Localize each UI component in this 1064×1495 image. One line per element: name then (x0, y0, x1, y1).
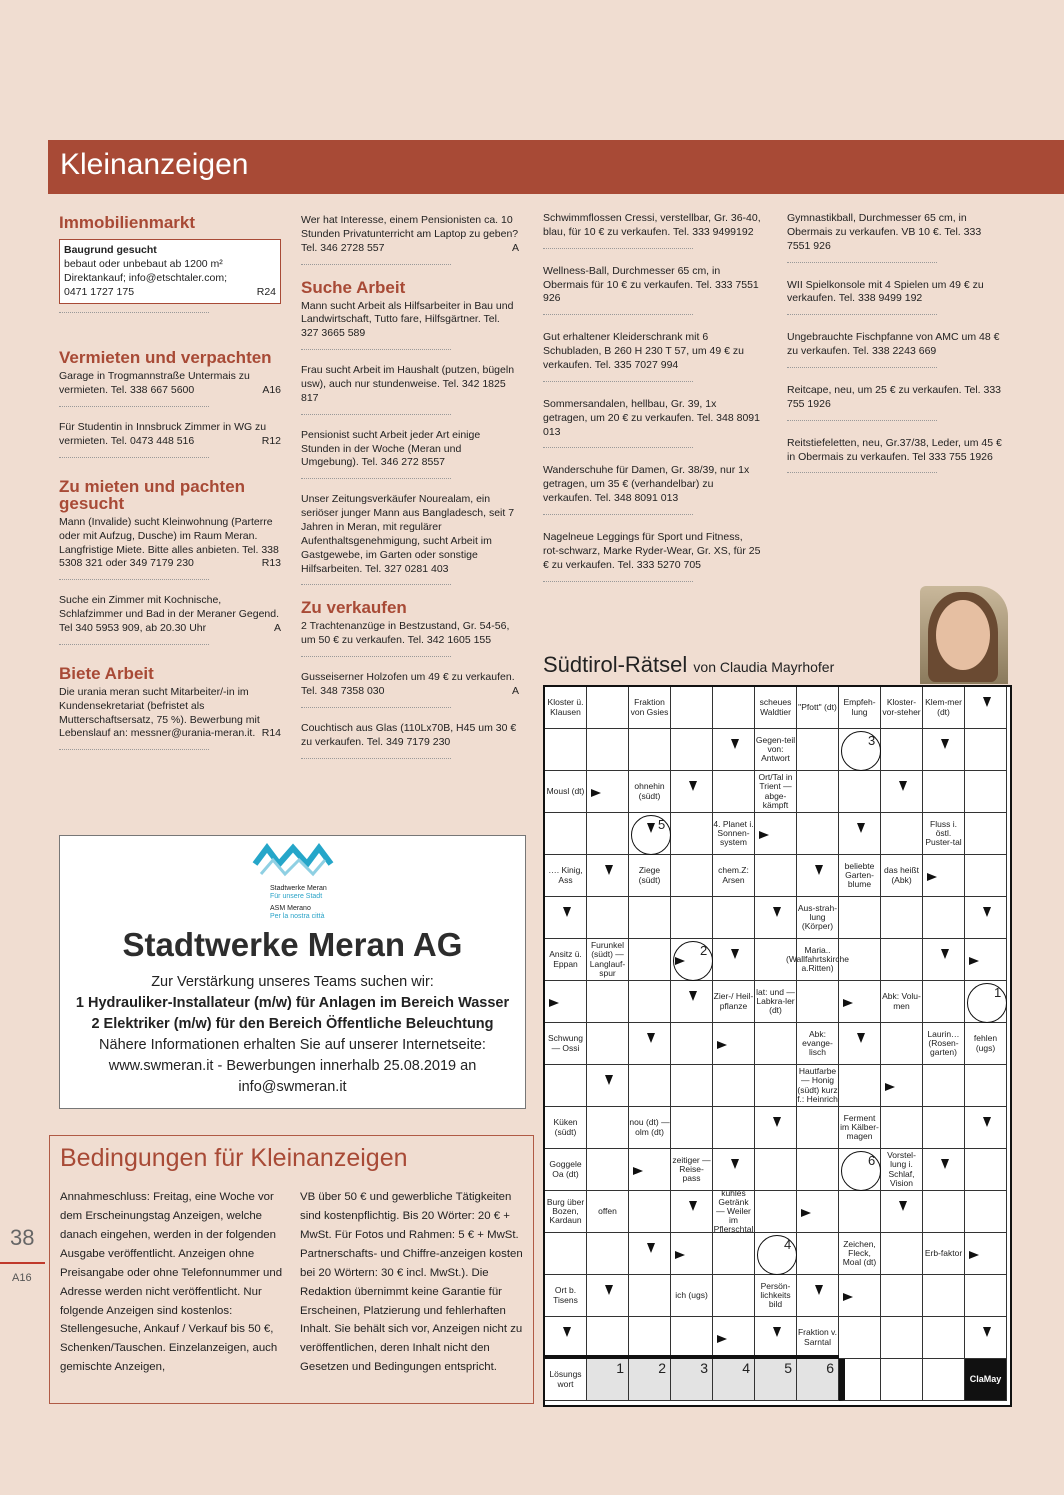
solution-cell: 6 (797, 1359, 839, 1401)
clue-cell: nou (dt) — olm (dt) (629, 1107, 671, 1149)
grid-cell (629, 1233, 671, 1275)
clue-cell: Gegen-teil von: Antwort (755, 729, 797, 771)
grid-cell (545, 729, 587, 771)
grid-cell (923, 1317, 965, 1359)
grid-cell (713, 1275, 755, 1317)
clue-cell: Ferment im Kälber-magen (839, 1107, 881, 1149)
grid-cell (671, 855, 713, 897)
grid-cell (965, 729, 1007, 771)
grid-cell (587, 729, 629, 771)
grid-cell (545, 813, 587, 855)
clue-cell: Hautfarbe — Honig (südt) kurz f.: Heinrich (797, 1065, 839, 1107)
grid-cell (881, 1359, 923, 1401)
grid-cell (671, 1023, 713, 1065)
grid-cell (965, 687, 1007, 729)
ad-text: Couchtisch aus Glas (110Lx70B, H45 um 30 € zu verkaufen. Tel. 349 7179 230 (301, 721, 517, 748)
grid-cell (755, 897, 797, 939)
grid-cell (713, 1233, 755, 1275)
grid-cell (671, 771, 713, 813)
immo-heading: Immobilienmarkt (59, 213, 196, 232)
grid-cell (797, 1233, 839, 1275)
grid-cell (923, 855, 965, 897)
clue-cell: das heißt (Abk) (881, 855, 923, 897)
clue-cell: Goggele Oa (dt) (545, 1149, 587, 1191)
clue-cell: ich (ugs) (671, 1275, 713, 1317)
clue-cell: Ort b. Tisens (545, 1275, 587, 1317)
clue-cell: Zeichen, Fleck, Moal (dt) (839, 1233, 881, 1275)
grid-cell (587, 1233, 629, 1275)
company-name: Stadtwerke Meran AG (122, 925, 463, 963)
suche-heading: Suche Arbeit (301, 277, 406, 297)
ad-text: Die urania meran sucht Mitarbeiter/-in im Kundensekretariat (befristet als Mutterschaftsersatz, 75 %). Bewerbung mit Lebenslauf an: messner@urania-meran.it. (59, 685, 260, 740)
ad-heading: Baugrund gesucht (64, 244, 157, 256)
grid-cell (923, 1359, 965, 1401)
circle-number: 1 (994, 985, 1002, 1000)
grid-cell (755, 813, 797, 855)
grid-cell (629, 1275, 671, 1317)
section-title: Kleinanzeigen (60, 148, 249, 181)
clue-cell: Ziege (südt) (629, 855, 671, 897)
clue-cell: Ansitz ü. Eppan (545, 939, 587, 981)
grid-cell (713, 1065, 755, 1107)
column-4 (787, 212, 1005, 489)
grid-cell (671, 1191, 713, 1233)
ad-text: Mann sucht Arbeit als Hilfsarbeiter in Bau und Landwirtschaft, Tutto fare, Hilfsgärtner. Tel. 327 3665 589 (301, 299, 514, 340)
conditions-right: VB über 50 € und gewerbliche Tätigkeiten sind kostenpflichtig. Bis 20 Wörter: 20 € + MwSt. Für Fotos und Rahmen: 5 € + MwSt. Partnerschafts- und Chiffre-anzeigen kosten bei 20 Wörtern: 30 € incl. MwSt.). Die Redaktion übernimmt keine Garantie für Erscheinen, Platzierung und fehlerhaften Inhalt. Sie behält sich vor, Anzeigen nicht zu veröffentlichen, deren Inhalt nicht den Gesetzen und Bedingungen entspricht. (300, 1191, 523, 1374)
grid-cell (797, 1191, 839, 1233)
conditions-box (49, 1135, 534, 1404)
clue-cell: Vorstel-lung i. Schlaf, Vision (881, 1149, 923, 1191)
grid-cell (881, 1065, 923, 1107)
grid-cell (755, 1191, 797, 1233)
grid-cell (923, 1191, 965, 1233)
grid-cell (839, 981, 881, 1023)
grid-cell (713, 1149, 755, 1191)
grid-cell (629, 897, 671, 939)
grid-cell (713, 1023, 755, 1065)
classified-ad (543, 531, 761, 582)
grid-cell (839, 813, 881, 855)
grid-cell (629, 1191, 671, 1233)
grid-cell (923, 1275, 965, 1317)
classified-ad (59, 421, 281, 458)
puzzle-title-text: Südtirol-Rätsel (543, 652, 688, 677)
grid-cell (839, 1359, 881, 1401)
clue-cell: Mousl (dt) (545, 771, 587, 813)
classified-ad (301, 214, 519, 265)
ad-text: Unser Zeitungsverkäufer Nourealam, ein seriöser junger Mann aus Bangladesch, seit 7 Jahren in Meran, mit regulärer Aufenthaltsgenehmigung, sucht Arbeit im Gastgewebe, im Garten oder sonstige Hilfsarbeiten. Tel. 327 0281 403 (301, 493, 515, 575)
clue-cell: Abk: Volu-men (881, 981, 923, 1023)
grid-cell (797, 729, 839, 771)
ad-line: 2 Elektriker (m/w) für den Bereich Öffentliche Beleuchtung (91, 1015, 494, 1032)
grid-cell (545, 1065, 587, 1107)
grid-cell (923, 1107, 965, 1149)
grid-cell (839, 1065, 881, 1107)
grid-cell (881, 771, 923, 813)
classified-ad (301, 364, 519, 415)
ad-text: WII Spielkonsole mit 4 Spielen um 49 € zu verkaufen. Tel. 338 9499 192 (787, 278, 984, 305)
grid-cell (881, 1275, 923, 1317)
solution-cell: 3 (671, 1359, 713, 1401)
grid-cell (839, 939, 881, 981)
ad-code: A (511, 685, 519, 698)
page-code: A16 (12, 1272, 32, 1284)
grid-cell (671, 981, 713, 1023)
clue-cell: Ort/Tal in Trient — abge-kämpft (755, 771, 797, 813)
ad-text: Frau sucht Arbeit im Haushalt (putzen, bügeln usw), auch nur stundenweise. Tel. 342 1825 817 (301, 364, 515, 404)
ad-text: Wellness-Ball, Durchmesser 65 cm, in Obermais für 10 € zu verkaufen. Tel. 333 7551 926 (543, 264, 759, 305)
clue-cell: Persön-lichkeits bild (755, 1275, 797, 1317)
grid-cell (965, 1191, 1007, 1233)
grid-cell (923, 939, 965, 981)
conditions-title: Bedingungen für Kleinanzeigen (60, 1144, 408, 1172)
grid-cell (965, 1275, 1007, 1317)
grid-cell (839, 1191, 881, 1233)
grid-cell (587, 1317, 629, 1359)
grid-cell (629, 939, 671, 981)
clue-cell: Aus-strah-lung (Körper) (797, 897, 839, 939)
grid-cell (839, 897, 881, 939)
grid-cell (587, 1023, 629, 1065)
ad-code: R13 (261, 557, 281, 570)
stadtwerke-logo-icon (253, 842, 333, 880)
clue-cell: Maria.. (Wallfahrtskirche a.Ritten) (797, 939, 839, 981)
clue-cell: Fraktion v. Sarntal (797, 1317, 839, 1359)
classified-ad (301, 493, 519, 585)
clue-cell: beliebte Garten-blume (839, 855, 881, 897)
classified-ad (787, 384, 1005, 421)
grid-cell (923, 729, 965, 771)
grid-cell (713, 771, 755, 813)
clue-cell: kühles Getränk — Weiler im Pflerschtal (713, 1187, 754, 1235)
ad-line: Zur Verstärkung unseres Teams suchen wir: (151, 973, 434, 990)
grid-cell (797, 771, 839, 813)
grid-cell (923, 771, 965, 813)
puzzle-title (543, 652, 834, 678)
solution-cell: 1 (587, 1359, 629, 1401)
ad-text: Ungebrauchte Fischpfanne von AMC um 48 € zu verkaufen. Tel. 338 2243 669 (787, 331, 1000, 358)
circle-number: 4 (784, 1237, 792, 1252)
grid-cell (671, 1107, 713, 1149)
grid-cell (671, 813, 713, 855)
classified-ad (787, 279, 1005, 316)
grid-cell (671, 897, 713, 939)
grid-cell (629, 981, 671, 1023)
grid-cell (881, 1023, 923, 1065)
grid-cell (965, 1149, 1007, 1191)
grid-cell (587, 771, 629, 813)
ad-text: Sommersandalen, hellbau, Gr. 39, 1x getragen, um 20 € zu verkaufen. Tel. 348 8091 013 (543, 397, 760, 438)
clue-cell: Furunkel (südt) — Langlauf-spur (587, 939, 629, 981)
grid-cell (545, 1233, 587, 1275)
column-3 (543, 212, 761, 598)
logo-text: Stadtwerke Meran (270, 885, 327, 892)
ad-code: A (273, 622, 281, 635)
grid-cell (839, 1275, 881, 1317)
classified-ad (301, 300, 519, 351)
clue-cell: Zier-/ Heil-pflanze (713, 981, 755, 1023)
grid-cell (923, 897, 965, 939)
classified-ad (59, 370, 281, 407)
ad-text: Garage in Trogmannstraße Untermais zu vermieten. Tel. 338 667 5600 (59, 370, 250, 397)
ad-text: Für Studentin in Innsbruck Zimmer in WG zu vermieten. Tel. 0473 448 516 (59, 421, 267, 448)
clue-cell: Burg über Bozen, Kardaun (545, 1191, 587, 1233)
grid-cell (881, 939, 923, 981)
classified-ad (543, 464, 761, 515)
ad-text: Wanderschuhe für Damen, Gr. 38/39, nur 1x getragen, um 35 € (verhandelbar) zu verkaufen. Tel. 348 8091 013 (543, 464, 750, 505)
grid-cell (755, 1107, 797, 1149)
grid-cell (965, 855, 1007, 897)
grid-cell (965, 1065, 1007, 1107)
grid-cell (713, 729, 755, 771)
grid-cell (587, 1065, 629, 1107)
grid-cell (965, 1107, 1007, 1149)
solution-cell: 4 (713, 1359, 755, 1401)
clue-cell: offen (587, 1191, 629, 1233)
clue-cell: fehlen (ugs) (965, 1023, 1007, 1065)
puzzle-author: von Claudia Mayrhofer (693, 659, 835, 675)
grid-cell (545, 1317, 587, 1359)
clue-cell: Küken (südt) (545, 1107, 587, 1149)
grid-cell (881, 1233, 923, 1275)
author-photo (920, 586, 1008, 684)
brand-cell: ClaMay (965, 1359, 1007, 1401)
grid-cell (965, 939, 1007, 981)
ad-text: bebaut oder unbebaut ab 1200 m² (64, 257, 223, 270)
classified-ad (301, 722, 519, 759)
grid-cell (545, 897, 587, 939)
classified-ad (787, 437, 1005, 474)
grid-cell (755, 1149, 797, 1191)
grid-cell (797, 981, 839, 1023)
grid-cell (671, 687, 713, 729)
column-1 (59, 214, 281, 764)
classified-ad (301, 671, 519, 708)
clue-cell: Fraktion von Gsies (629, 687, 671, 729)
grid-cell (965, 813, 1007, 855)
ad-text: Mann (Invalide) sucht Kleinwohnung (Parterre oder mit Aufzug, Dusche) im Raum Meran. Langfristige Miete. Bitte alles anbieten. Tel. 338 5308 321 oder 349 7179 230 (59, 515, 279, 570)
ad-line: info@swmeran.it (238, 1078, 347, 1095)
clue-cell: Kloster-vor-steher (881, 687, 923, 729)
ad-text: Reitcape, neu, um 25 € zu verkaufen. Tel. 333 755 1926 (787, 384, 1002, 410)
grid-cell (713, 1317, 755, 1359)
ad-text: 2 Trachtenanzüge in Bestzustand, Gr. 54-56, um 50 € zu verkaufen. Tel. 342 1605 155 (301, 620, 510, 647)
clue-cell: ohnehin (südt) (629, 771, 671, 813)
page-number: 38 (10, 1225, 35, 1250)
classified-ad (787, 212, 1005, 263)
clue-cell: "Pfott" (dt) (797, 687, 839, 729)
grid-cell (671, 1233, 713, 1275)
classified-ad (301, 620, 519, 657)
classified-ad (59, 594, 281, 645)
ad-code: R14 (261, 727, 281, 740)
grid-cell (629, 1317, 671, 1359)
grid-cell (797, 813, 839, 855)
classified-ad (301, 429, 519, 480)
clue-cell: …. Kinig, Ass (545, 855, 587, 897)
ad-code: A16 (262, 384, 281, 397)
grid-cell (839, 1317, 881, 1359)
grid-cell (881, 729, 923, 771)
verm-heading: Vermieten und verpachten (59, 348, 272, 368)
clue-cell: Schwung — Ossi (545, 1023, 587, 1065)
grid-cell (587, 855, 629, 897)
grid-cell (881, 1191, 923, 1233)
grid-cell (881, 813, 923, 855)
grid-cell (881, 897, 923, 939)
grid-cell (713, 897, 755, 939)
grid-cell (923, 1065, 965, 1107)
grid-cell (797, 855, 839, 897)
grid-cell (755, 855, 797, 897)
grid-cell (797, 1107, 839, 1149)
solution-divider (545, 1355, 839, 1359)
clue-cell: scheues Waldtier (755, 687, 797, 729)
clue-cell: lat: und — Labkra-ler (dt) (755, 981, 797, 1023)
ad-text: Gut erhaltener Kleiderschrank mit 6 Schubladen, B 260 H 230 T 57, um 49 € zu verkaufen. Tel. 335 7027 994 (543, 331, 745, 372)
grid-cell (923, 981, 965, 1023)
ad-text: 0471 1727 175 (64, 285, 135, 298)
grid-cell (965, 1317, 1007, 1359)
zumieten-heading: Zu mieten und pachten gesucht (59, 476, 246, 513)
grid-cell (629, 1149, 671, 1191)
ad-line: Nähere Informationen erhalten Sie auf unserer Internetseite: (99, 1036, 486, 1053)
grid-cell (839, 771, 881, 813)
classified-ad (787, 331, 1005, 368)
grid-cell (755, 1065, 797, 1107)
circle-number: 6 (868, 1153, 876, 1168)
classified-ad (543, 398, 761, 449)
ad-text: Nagelneue Leggings für Sport und Fitness, rot-schwarz, Marke Ryder-Wear, Gr. XS, für 25 € zu verkaufen. Tel. 333 5270 705 (543, 531, 761, 571)
ad-line: www.swmeran.it - Bewerbungen innerhalb 25.08.2019 an (108, 1057, 477, 1074)
grid-cell (587, 1275, 629, 1317)
circle-number: 3 (868, 733, 876, 748)
circle-number: 5 (658, 817, 666, 832)
section-header (48, 140, 1064, 194)
ad-text: Suche ein Zimmer mit Kochnische, Schlafzimmer und Bad in der Meraner Gegend. Tel 340 5953 909, ab 20.30 Uhr (59, 594, 280, 635)
grid-cell (797, 1275, 839, 1317)
clue-cell: chem.Z: Arsen (713, 855, 755, 897)
immo-box (59, 239, 281, 304)
grid-cell (545, 981, 587, 1023)
grid-cell (713, 687, 755, 729)
clue-cell: Laurin… (Rosen-garten) (923, 1023, 965, 1065)
solution-cell: 5 (755, 1359, 797, 1401)
ad-text: Schwimmflossen Cressi, verstellbar, Gr. 36-40, blau, für 10 € zu verkaufen. Tel. 333 9499192 (543, 212, 761, 238)
clue-cell: zeitiger — Reise-pass (671, 1149, 713, 1191)
classified-ad (59, 516, 281, 580)
ad-text: Pensionist sucht Arbeit jeder Art einige Stunden in der Woche (Meran und Umgebung). Tel. 346 272 8557 (301, 428, 481, 469)
clue-cell: 4. Planet i. Sonnen-system (713, 813, 755, 855)
grid-cell (587, 1107, 629, 1149)
classified-ad (543, 212, 761, 249)
grid-cell (965, 771, 1007, 813)
logo-text: ASM Merano (270, 904, 311, 912)
grid-cell (629, 729, 671, 771)
ad-text: Gusseiserner Holzofen um 49 € zu verkaufen. Tel. 348 7358 030 (301, 671, 515, 698)
conditions-left: Annahmeschluss: Freitag, eine Woche vor dem Erscheinungstag Anzeigen, welche danach eingehen, werden in der folgenden Ausgabe veröffentlicht. Anzeigen ohne Preisangabe oder ohne Telefonnummer und Adresse werden nicht veröffentlicht. Nur folgende Anzeigen sind kostenlos: Stellengesuche, Ankauf / Verkauf bis 50 €, Schenken/Tauschen. Einzelanzeigen, auch gemischte Anzeigen, (60, 1191, 283, 1374)
grid-cell (923, 1149, 965, 1191)
grid-cell (965, 897, 1007, 939)
clue-cell: Erb-faktor (923, 1233, 965, 1275)
solution-cell: 2 (629, 1359, 671, 1401)
grid-cell (671, 729, 713, 771)
biete-heading: Biete Arbeit (59, 663, 154, 683)
grid-cell (587, 981, 629, 1023)
crossword-grid (543, 685, 1012, 1407)
classified-ad (59, 686, 281, 750)
clue-cell: Kloster ü. Klausen (545, 687, 587, 729)
grid-cell (587, 813, 629, 855)
ad-text: Gymnastikball, Durchmesser 65 cm, in Obermais zu verkaufen. VB 10 €. Tel. 333 7551 926 (787, 212, 982, 252)
ad-code: A (511, 241, 519, 254)
ad-text: Reitstiefeletten, neu, Gr.37/38, Leder, um 45 € in Obermais zu verkaufen. Tel 333 755 1926 (787, 436, 1002, 463)
grid-cell (587, 897, 629, 939)
clue-cell: Klem-mer (dt) (923, 687, 965, 729)
grid-cell (755, 1317, 797, 1359)
grid-cell (671, 1065, 713, 1107)
classified-ad (543, 265, 761, 316)
grid-cell (671, 1317, 713, 1359)
ad-line: 1 Hydrauliker-Installateur (m/w) für Anlagen im Bereich Wasser (75, 994, 510, 1011)
grid-cell (713, 1107, 755, 1149)
ad-code: R24 (256, 285, 276, 298)
ad-text: Wer hat Interesse, einem Pensionisten ca. 10 Stunden Privatunterricht am Laptop zu geben? Tel. 346 2728 557 (301, 214, 519, 254)
clue-cell: Empfeh-lung (839, 687, 881, 729)
grid-cell (797, 1149, 839, 1191)
grid-cell (629, 1065, 671, 1107)
solution-label: Lösungs wort (545, 1359, 587, 1401)
job-advertisement (59, 835, 526, 1109)
clue-cell: Abk: evange-lisch (797, 1023, 839, 1065)
grid-cell (881, 1317, 923, 1359)
classified-ad (543, 331, 761, 382)
clue-cell: Fluss i. östl. Puster-tal (923, 813, 965, 855)
verk-heading: Zu verkaufen (301, 598, 407, 618)
grid-cell (755, 1023, 797, 1065)
grid-cell (713, 939, 755, 981)
column-2 (301, 214, 519, 773)
grid-cell (587, 687, 629, 729)
ad-text: Direktankauf; info@etschtaler.com; (64, 271, 227, 284)
grid-cell (839, 1023, 881, 1065)
logo-text: Für unsere Stadt (270, 893, 323, 901)
grid-cell (965, 1233, 1007, 1275)
grid-cell (629, 1023, 671, 1065)
circle-number: 2 (700, 943, 708, 958)
logo-text: Per la nostra città (270, 913, 325, 921)
grid-cell (881, 1107, 923, 1149)
grid-cell (587, 1149, 629, 1191)
ad-code: R12 (261, 435, 281, 448)
